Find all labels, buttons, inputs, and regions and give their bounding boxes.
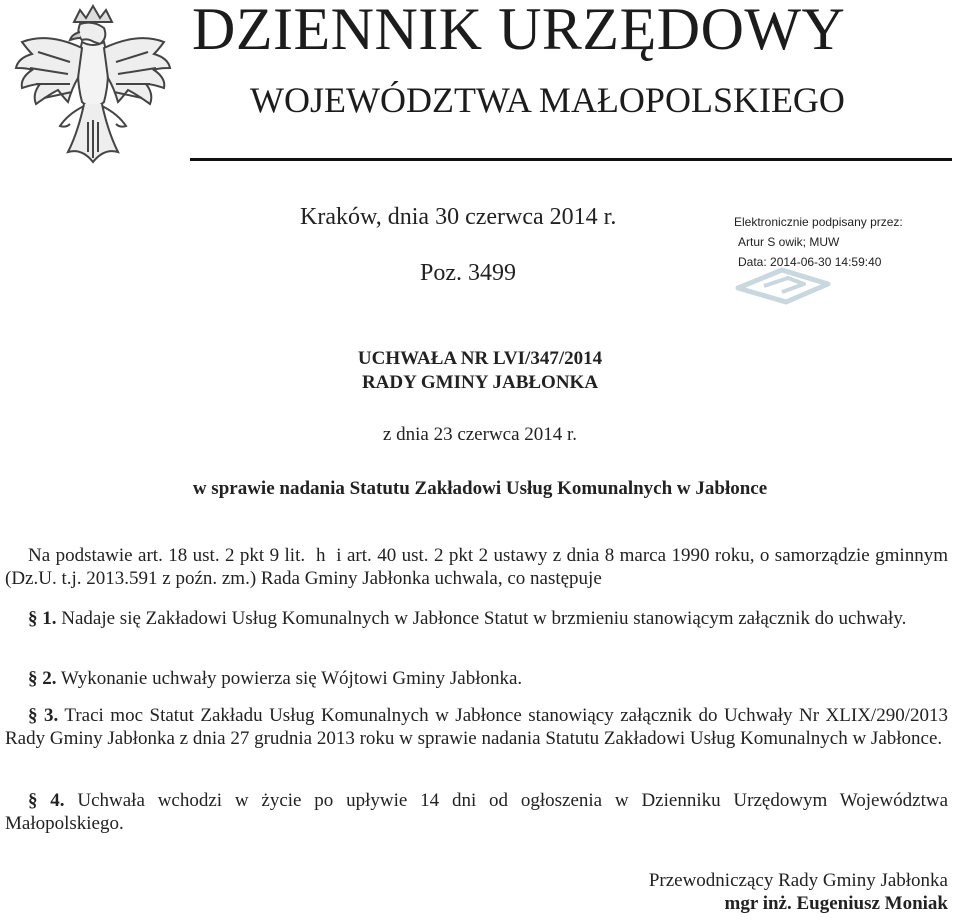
journal-subtitle: WOJEWÓDZTWA MAŁOPOLSKIEGO xyxy=(250,80,845,120)
signer-name: mgr inż. Eugeniusz Moniak xyxy=(724,893,948,914)
section-1 xyxy=(5,607,948,630)
section-number: § 1. xyxy=(28,608,57,629)
section-text: Wykonanie uchwały powierza się Wójtowi Gminy Jabłonka. xyxy=(60,668,523,689)
section-4 xyxy=(5,789,948,835)
signature-label: Elektronicznie podpisany przez: xyxy=(734,215,903,229)
section-3 xyxy=(5,704,948,750)
section-number: § 2. xyxy=(28,668,57,689)
section-text: Uchwała wchodzi w życie po upływie 14 dni od ogłoszenia w Dzienniku Urzędowym Województwa Małopolskiego. xyxy=(5,790,949,834)
header-divider xyxy=(190,158,952,161)
section-number: § 3. xyxy=(28,705,59,726)
resolution-subject: w sprawie nadania Statutu Zakładowi Usług Komunalnych w Jabłonce xyxy=(192,478,768,499)
section-number: § 4. xyxy=(28,790,65,811)
position-number: Poz. 3499 xyxy=(420,260,516,286)
resolution-council: RADY GMINY JABŁONKA xyxy=(361,372,599,393)
section-text: Nadaje się Zakładowi Usług Komunalnych w Jabłonce Statut w brzmieniu stanowiącym załącznik do uchwały. xyxy=(61,608,907,629)
journal-title: DZIENNIK URZĘDOWY xyxy=(192,0,846,62)
resolution-date: z dnia 23 czerwca 2014 r. xyxy=(382,424,578,445)
publication-date: Kraków, dnia 30 czerwca 2014 r. xyxy=(300,204,617,230)
legal-basis-paragraph: Na podstawie art. 18 ust. 2 pkt 9 lit. h i art. 40 ust. 2 pkt 2 ustawy z dnia 8 marca 1990 roku, o samorządzie gminnym (Dz.U. t.j. 2013.591 z poźn. zm.) Rada Gminy Jabłonka uchwala, co następuje xyxy=(5,545,948,589)
signature-date: Data: 2014-06-30 14:59:40 xyxy=(738,255,882,269)
resolution-number: UCHWAŁA NR LVI/347/2014 xyxy=(357,348,603,369)
signer-role: Przewodniczący Rady Gminy Jabłonka xyxy=(648,870,948,891)
signature-signer: Artur S owik; MUW xyxy=(738,235,840,249)
section-2 xyxy=(5,667,948,690)
section-text: Traci moc Statut Zakładu Usług Komunalnych w Jabłonce stanowiący załącznik do Uchwały Nr XLIX/290/2013 Rady Gminy Jabłonka z dnia 27 grudnia 2013 roku w sprawie nadania Statutu Zakładowi Usług Komunalnych w Jabłonce. xyxy=(5,705,948,749)
coat-of-arms-eagle-icon xyxy=(8,2,178,172)
